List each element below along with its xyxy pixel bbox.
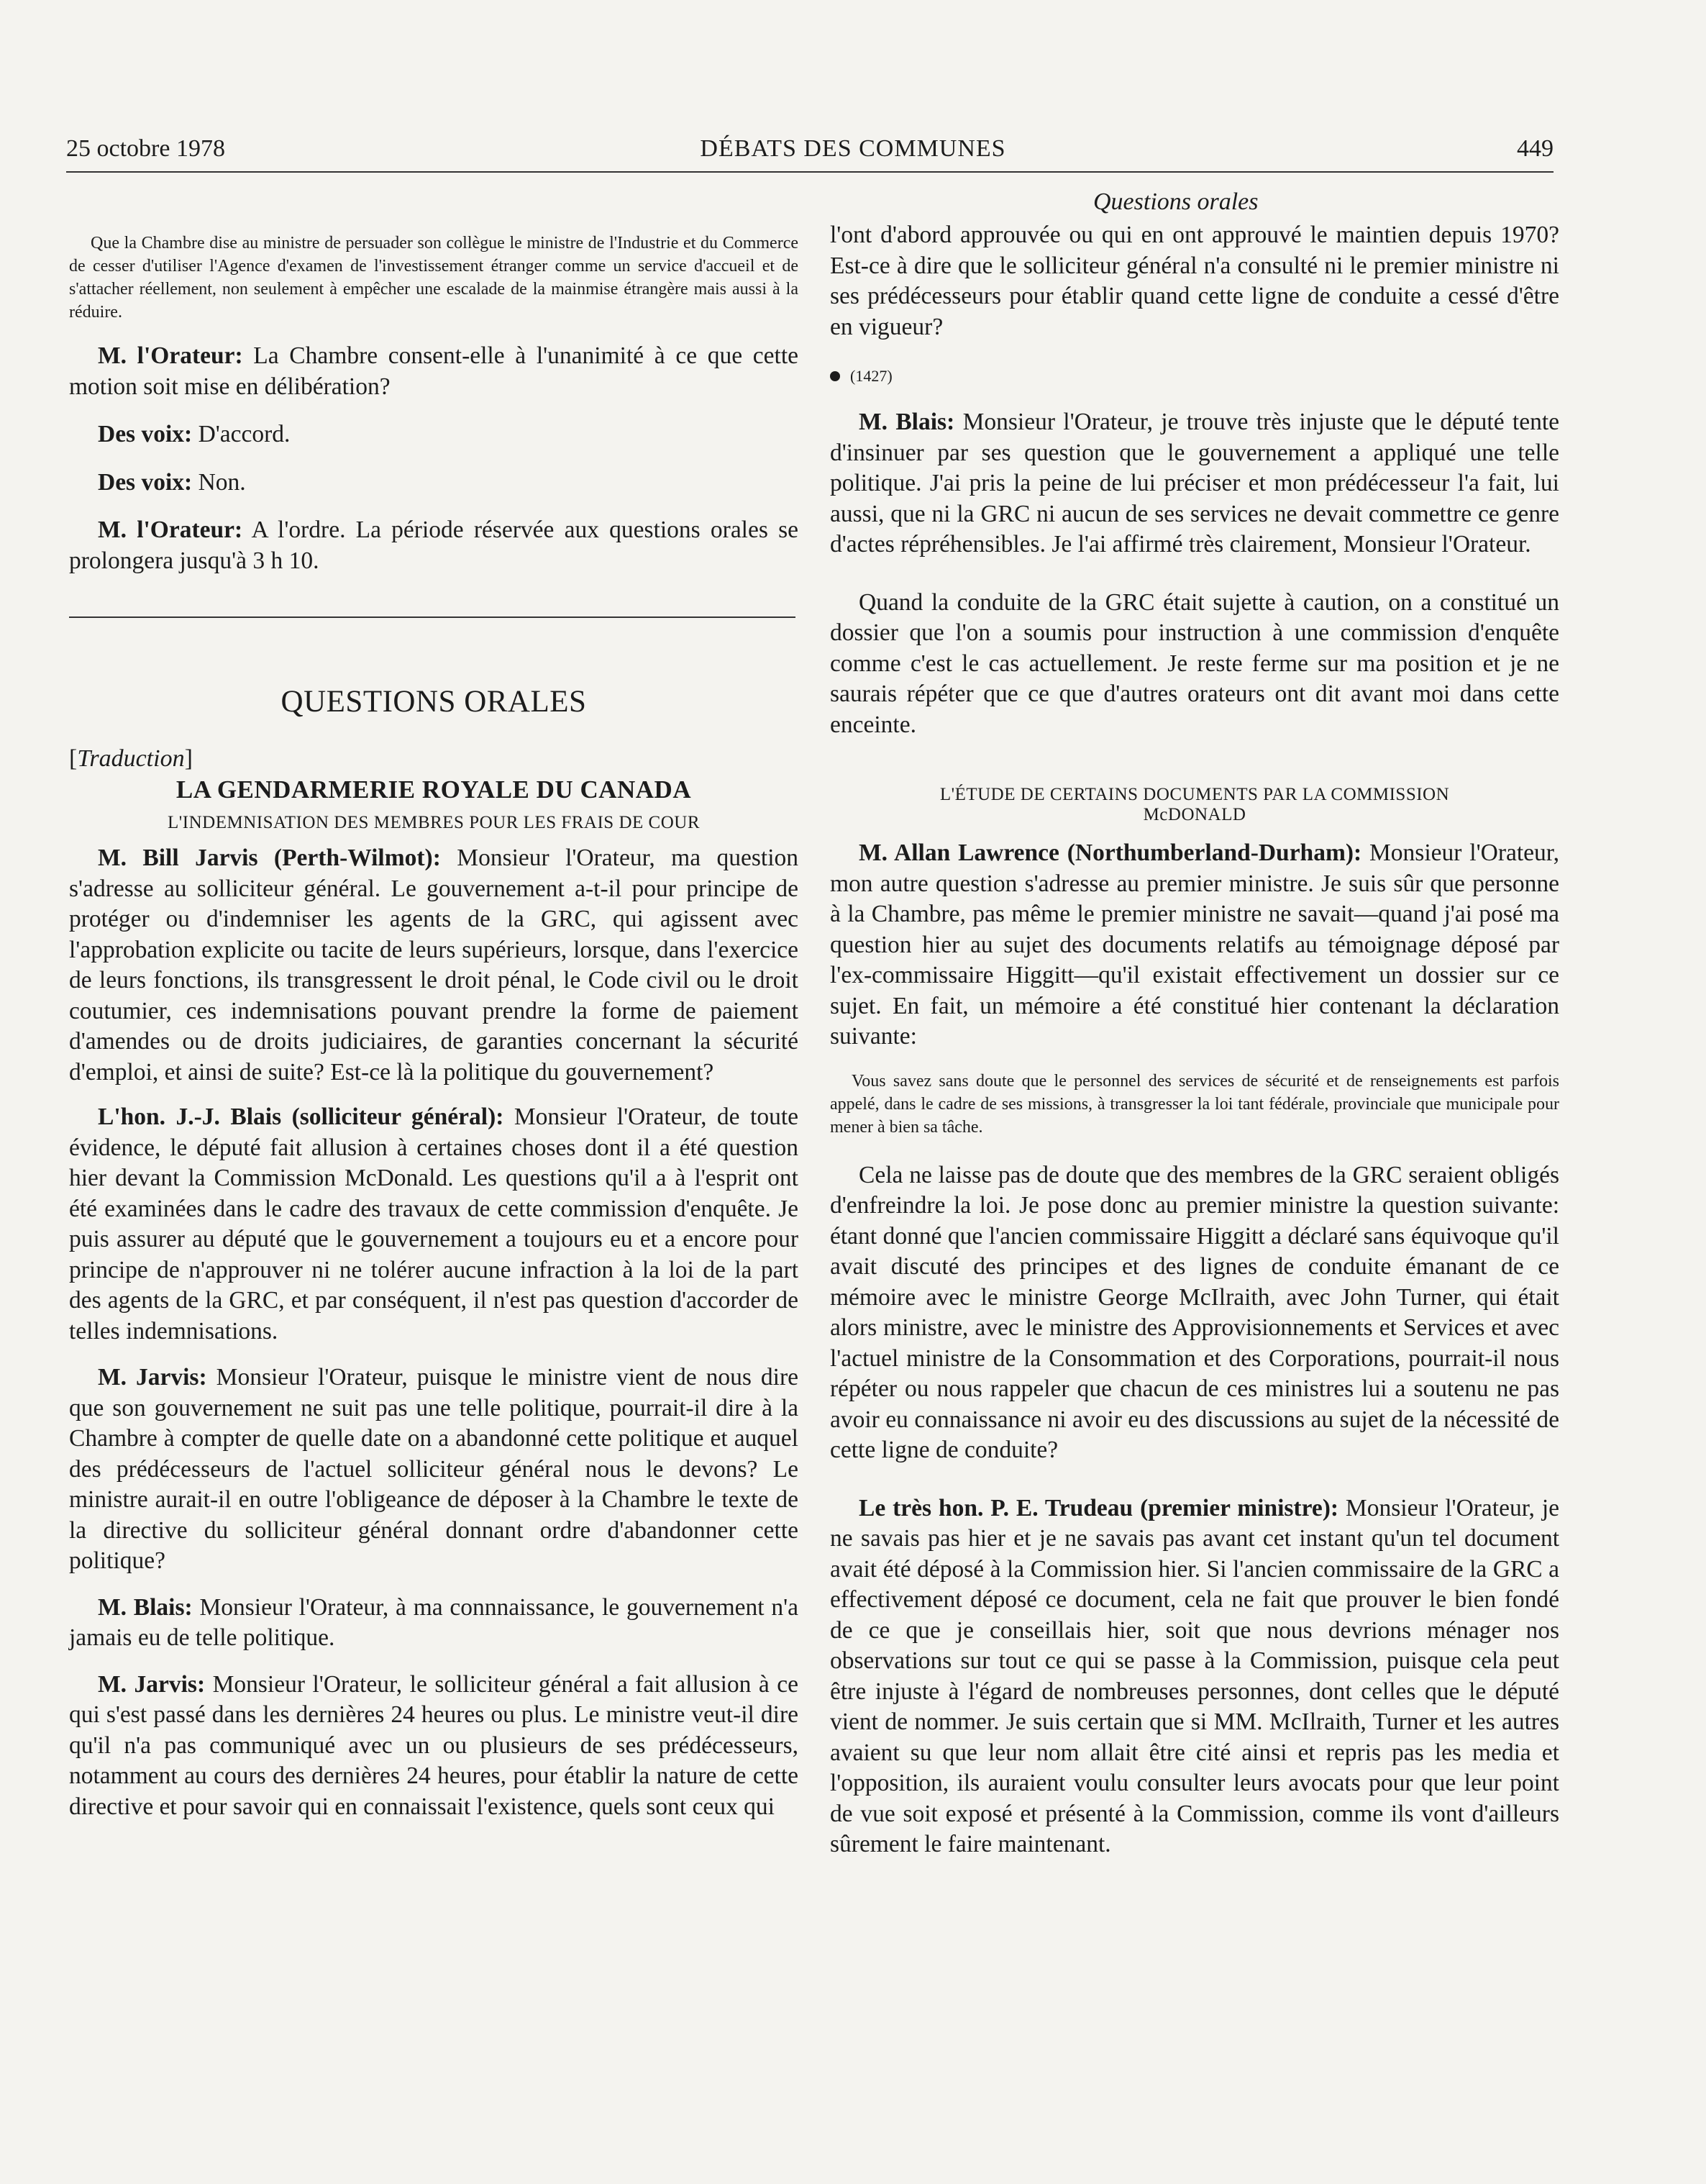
right-column bbox=[830, 220, 1559, 1860]
speaker-name: M. Bill Jarvis (Perth-Wilmot): bbox=[98, 845, 441, 871]
paragraph-des-voix-2 bbox=[69, 468, 798, 499]
speech-text: Monsieur l'Orateur, le solliciteur général a fait allusion à ce qui s'est passé dans les dernières 24 heures ou plus. Le ministre veut-il dire qu'il n'a pas communiqué avec un ou plusieurs de ses prédécesseurs, notamment au cours des dernières 24 heures, pour établir la nature de cette directive et pour savoir qui en connaissait l'existence, quels sont ceux qui bbox=[69, 1670, 798, 1820]
topic-title: LA GENDARMERIE ROYALE DU CANADA bbox=[175, 775, 692, 804]
paragraph-lawrence-1 bbox=[830, 838, 1559, 1052]
paragraph-lawrence-2: Cela ne laisse pas de doute que des membres de la GRC seraient obligés d'enfreindre la loi. Je pose donc au premier ministre la question suivante: étant donné que l'ancien commissaire Higgitt a déclaré sans équivoque qu'il avait discuté des principes et des lignes de conduite émanant de ce mémoire avec le ministre George McIlraith, avec John Turner, qui était alors ministre, avec le ministre des Approvisionnements et Services et avec l'actuel ministre de la Consommation et des Corporations, pourrait-il nous répéter ou nous rappeler que chacun de ces ministres lui a soutenu ne pas avoir eu connaissance ni avoir eu des discussions au sujet de la nécessité de cette ligne de conduite? bbox=[830, 1161, 1559, 1463]
paragraph-orateur-1 bbox=[69, 341, 798, 402]
speech-text: Monsieur l'Orateur, ma question s'adresse au solliciteur général. Le gouvernement a-t-il pour principe de protéger ou d'indemniser les agents de la GRC, qui agissent avec l'approbation explicite ou tacite de leurs supérieurs, lorsque, dans l'exercice de leurs fonctions, ils transgressent le droit pénal, le Code civil ou le droit coutumier, ces indemnisations pouvant prendre la forme de paiement d'amendes ou de droits judiciaires, de garanties concernant la sécurité d'emploi, et ainsi de suite? Est-ce là la politique du gouvernement? bbox=[69, 845, 799, 1086]
speech-text: Non. bbox=[192, 468, 246, 496]
paragraph-blais-3b: Quand la conduite de la GRC était sujette à caution, on a constitué un dossier que l'on a soumis pour instruction à une commission d'enquête comme c'est le cas actuellement. Je reste ferme sur ma position et je ne saurais répéter que ce que d'autres orateurs ont dit avant moi dans cette enceinte. bbox=[830, 588, 1559, 738]
speaker-name: M. l'Orateur: bbox=[98, 517, 243, 543]
speaker-name: M. l'Orateur: bbox=[98, 342, 243, 369]
bullet-icon bbox=[830, 371, 840, 381]
header-date: 25 octobre 1978 bbox=[66, 135, 225, 162]
speaker-name: M. Blais: bbox=[98, 1593, 193, 1621]
paragraph-jarvis-2 bbox=[69, 1362, 798, 1577]
page-number: 449 bbox=[1517, 135, 1554, 162]
speaker-name: Des voix: bbox=[98, 421, 193, 447]
speaker-name: M. Jarvis: bbox=[98, 1670, 206, 1698]
paragraph-blais-1 bbox=[69, 1102, 798, 1347]
translation-marker: [Traduction] bbox=[69, 745, 193, 772]
speaker-name: Des voix: bbox=[98, 468, 193, 496]
topic-title-2: L'ÉTUDE DE CERTAINS DOCUMENTS PAR LA COMMISSION McDONALD bbox=[939, 785, 1450, 824]
paragraph-jarvis-3 bbox=[69, 1670, 798, 1823]
speaker-name: M. Jarvis: bbox=[98, 1364, 207, 1391]
paragraph-continuation: l'ont d'abord approuvée ou qui en ont approuvé le maintien depuis 1970? Est-ce à dire que le solliciteur général n'a consulté ni le premier ministre ni ses prédécesseurs pour établir quand cette ligne de conduite a cessé d'être en vigueur? bbox=[830, 222, 1559, 340]
motion-text: Que la Chambre dise au ministre de persuader son collègue le ministre de l'Industrie et du Commerce de cesser d'utiliser l'Agence d'examen de l'investissement étranger comme un service d'accueil et de s'attacher réellement, non seulement à empêcher une escalade de la mainmise étrangère mais aussi à la réduire. bbox=[69, 234, 798, 322]
paragraph-orateur-2 bbox=[69, 515, 798, 576]
speech-text: Monsieur l'Orateur, je trouve très injuste que le député tente d'insinuer par ses question que le gouvernement a appliqué une telle politique. J'ai pris la peine de lui préciser et mon prédécesseur l'a fait, lui aussi, que ni la GRC ni aucun de ses services ne devait commettre ce genre d'actes répréhensibles. Je l'ai affirmé très clairement, Monsieur l'Orateur. bbox=[830, 409, 1559, 558]
speech-text: A l'ordre. La période réservée aux questions orales se prolongera jusqu'à 3 h 10. bbox=[69, 517, 799, 574]
section-divider bbox=[69, 616, 795, 618]
speech-text: D'accord. bbox=[192, 421, 291, 447]
header-title: DÉBATS DES COMMUNES bbox=[700, 135, 1006, 162]
paragraph-des-voix-1 bbox=[69, 419, 798, 450]
speech-text: Monsieur l'Orateur, mon autre question s'adresse au premier ministre. Je suis sûr que personne à la Chambre, pas même le premier ministre ne savait—quand j'ai posé ma question hier au sujet des documents relatifs au témoignage déposé par l'ex-commissaire Higgitt—qu'il existait effectivement un dossier sur ce sujet. En fait, un mémoire a été constitué hier contenant la déclaration suivante: bbox=[830, 840, 1559, 1050]
speaker-name: M. Allan Lawrence (Northumberland-Durham): bbox=[859, 840, 1362, 866]
speech-text: Monsieur l'Orateur, je ne savais pas hier et je ne savais pas avant cet instant qu'un tel document avait été déposé à la Commission hier. Si l'ancien commissaire de la GRC a effectivement déposé ce document, cela ne fait que prouver le bien fondé de ce que je conseillais hier, soit que nous devrions ménager nos observations sur tout ce qui se passe à la Commission, puisque cela peut être injuste à l'égard de nombreuses personnes, dont celles que le député vient de nommer. Je suis certain que si MM. McIlraith, Turner et les autres avaient su que leur nom allait être cité ainsi et repris pas les media et l'opposition, ils auraient voulu consulter leurs avocats pour que leur point de vue soit exposé et présenté à la Commission, comme ils vont d'ailleurs sûrement le faire maintenant. bbox=[830, 1494, 1559, 1857]
quoted-memo: Vous savez sans doute que le personnel des services de sécurité et de renseignements est parfois appelé, dans le cadre de ses missions, à transgresser la loi tant fédérale, provinciale que municipale pour mener à bien sa tâche. bbox=[830, 1071, 1559, 1137]
speech-text: La Chambre consent-elle à l'unanimité à ce que cette motion soit mise en délibération? bbox=[69, 342, 798, 400]
paragraph-blais-2 bbox=[69, 1593, 798, 1654]
paragraph-jarvis-1 bbox=[69, 843, 798, 1088]
translation-label: Traduction bbox=[77, 745, 185, 772]
speaker-name: M. Blais: bbox=[859, 409, 955, 435]
speech-text: Monsieur l'Orateur, à ma connnaissance, le gouvernement n'a jamais eu de telle politique. bbox=[69, 1593, 798, 1651]
section-title: QUESTIONS ORALES bbox=[280, 685, 587, 719]
section-running-title: Questions orales bbox=[1093, 188, 1259, 215]
speech-text: Monsieur l'Orateur, puisque le ministre vient de nous dire que son gouvernement ne suit pas une telle politique, pourrait-il dire à la Chambre à compter de quelle date on a abandonné cette politique et auquel des prédécesseurs de l'actuel solliciteur général nous le devons? Le ministre aurait-il en outre l'obligeance de déposer à la Chambre le texte de la directive du solliciteur général donnant ordre d'abandonner cette politique? bbox=[69, 1364, 799, 1574]
topic-subtitle: L'INDEMNISATION DES MEMBRES POUR LES FRAIS DE COUR bbox=[168, 813, 700, 832]
left-column bbox=[69, 220, 798, 1822]
speaker-name: L'hon. J.-J. Blais (solliciteur général): bbox=[98, 1104, 504, 1130]
speech-text: Monsieur l'Orateur, de toute évidence, le député fait allusion à certaines choses dont il a été question hier devant la Commission McDonald. Les questions qu'il a à l'esprit ont été examinées dans le cadre des travaux de cette commission d'enquête. Je puis assurer au député que le gouvernement a toujours eu et a encore pour principe de n'approuver ni ne tolérer aucune infraction à la loi de la part des agents de la GRC, et par conséquent, il n'est pas question d'accorder de telles indemnisations. bbox=[69, 1104, 798, 1344]
time-marker bbox=[830, 367, 1559, 386]
time-marker-text: (1427) bbox=[850, 367, 893, 385]
header-rule bbox=[66, 171, 1554, 173]
paragraph-blais-3 bbox=[830, 407, 1559, 560]
paragraph-trudeau bbox=[830, 1493, 1559, 1860]
speaker-name: Le très hon. P. E. Trudeau (premier ministre): bbox=[859, 1494, 1339, 1521]
